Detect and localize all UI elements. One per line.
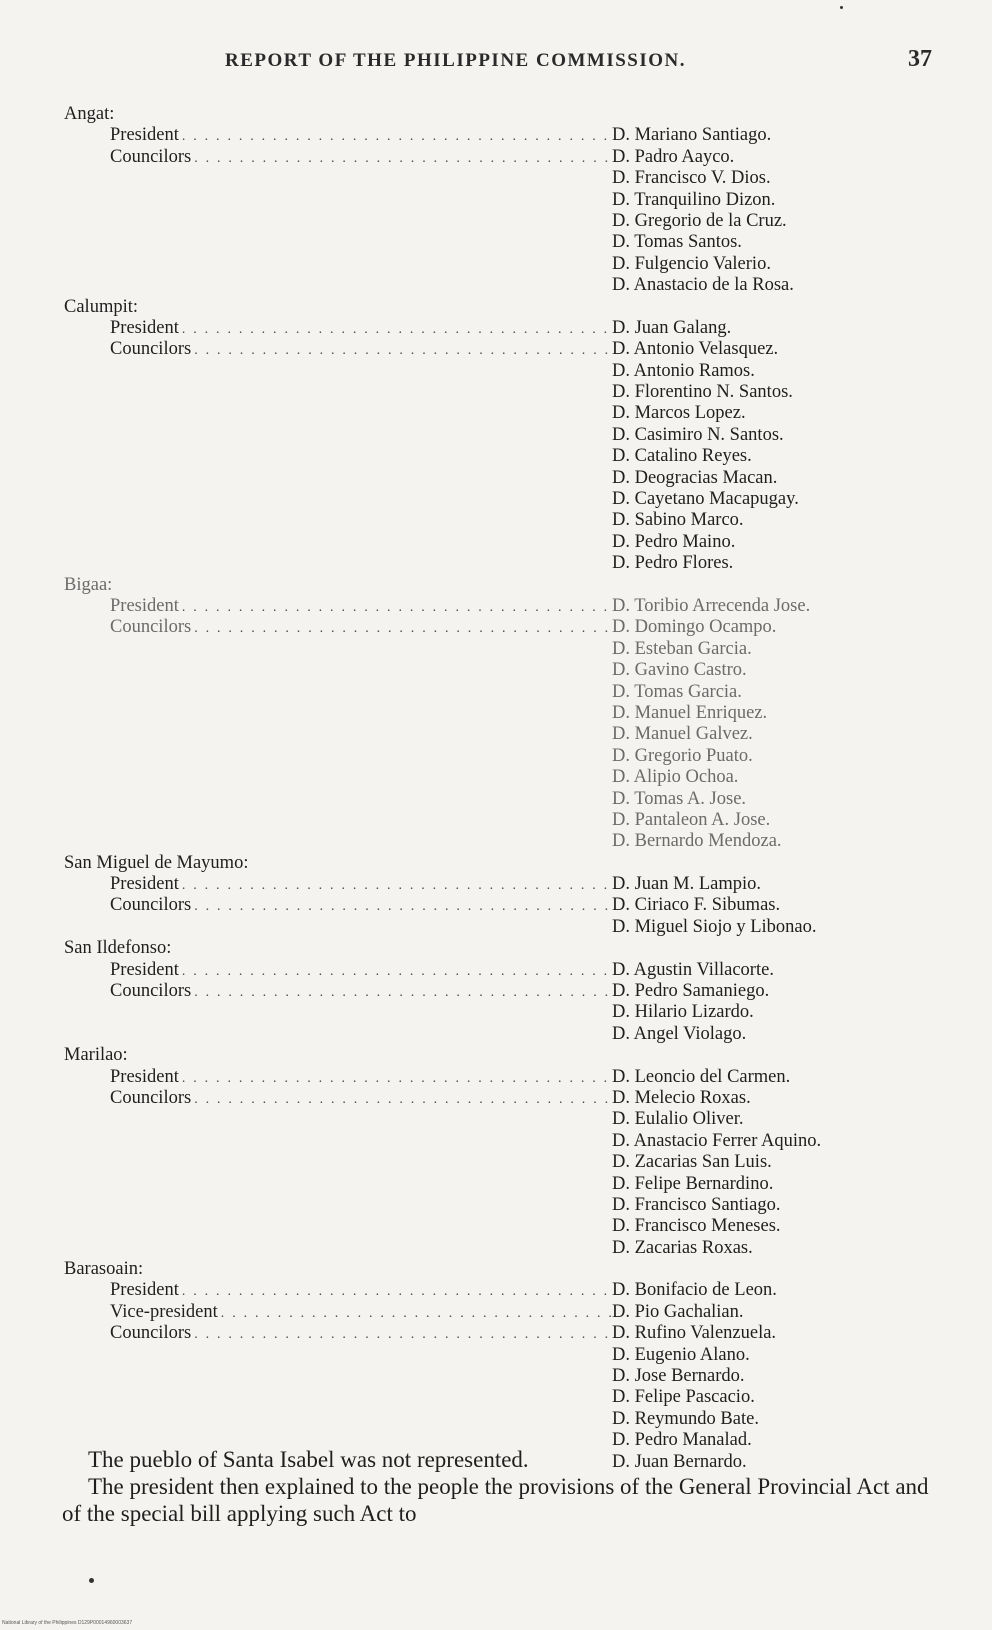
official-row <box>64 1280 924 1301</box>
official-row <box>64 767 924 788</box>
official-name: D. Alipio Ochoa. <box>612 767 739 788</box>
role-label: Councilors <box>110 1323 192 1344</box>
role-cell <box>64 361 612 382</box>
role-label: Councilors <box>110 1087 192 1108</box>
official-row <box>64 403 924 424</box>
official-name: D. Gregorio Puato. <box>612 745 753 766</box>
role-label: President <box>110 1066 179 1087</box>
dot-leader <box>179 961 612 981</box>
official-name: D. Mariano Santiago. <box>612 125 772 146</box>
role-cell <box>64 639 612 660</box>
official-row <box>64 275 924 296</box>
dot-leader <box>191 1089 612 1109</box>
official-row <box>64 446 924 467</box>
official-name: D. Tomas Garcia. <box>612 681 742 702</box>
official-name: D. Anastacio Ferrer Aquino. <box>612 1130 822 1151</box>
official-row <box>64 425 924 446</box>
official-name: D. Deogracias Macan. <box>612 467 778 488</box>
official-row <box>64 810 924 831</box>
official-name: D. Francisco Santiago. <box>612 1194 781 1215</box>
town-name: Marilao: <box>64 1045 128 1066</box>
official-name: D. Felipe Pascacio. <box>612 1387 755 1408</box>
official-name: D. Juan Galang. <box>612 317 732 338</box>
role-cell <box>64 810 612 831</box>
official-row <box>64 361 924 382</box>
official-name: D. Padro Aayco. <box>612 146 735 167</box>
official-row <box>64 874 924 895</box>
role-cell <box>64 168 612 189</box>
dot-leader <box>191 982 612 1002</box>
official-row <box>64 1195 924 1216</box>
official-row <box>64 1088 924 1109</box>
role-cell <box>64 147 612 168</box>
role-cell <box>64 1387 612 1408</box>
dot-leader <box>191 896 612 916</box>
role-cell <box>64 831 612 852</box>
closing-line-2: The president then explained to the people the provisions of the General Provincial Act and of the special bill applying such Act to <box>62 1474 929 1526</box>
official-name: D. Tomas Santos. <box>612 232 742 253</box>
official-name: D. Rufino Valenzuela. <box>612 1323 777 1344</box>
official-name: D. Sabino Marco. <box>612 510 744 531</box>
official-row <box>64 1152 924 1173</box>
official-row <box>64 831 924 852</box>
role-cell <box>64 1109 612 1130</box>
role-cell <box>64 1409 612 1430</box>
role-label: President <box>110 317 179 338</box>
dot-leader <box>218 1303 612 1323</box>
official-row <box>64 703 924 724</box>
role-cell <box>64 1195 612 1216</box>
officials-listing <box>64 104 924 1473</box>
official-row <box>64 724 924 745</box>
role-cell <box>64 960 612 981</box>
official-name: D. Angel Violago. <box>612 1023 747 1044</box>
role-cell <box>64 1216 612 1237</box>
town-name: Bigaa: <box>64 574 113 595</box>
dot-leader <box>191 618 612 638</box>
role-cell <box>64 1323 612 1344</box>
official-row <box>64 489 924 510</box>
official-row <box>64 789 924 810</box>
official-row <box>64 211 924 232</box>
official-name: D. Gregorio de la Cruz. <box>612 210 787 231</box>
official-row <box>64 1387 924 1408</box>
dot-leader <box>179 597 612 617</box>
role-label: Vice-president <box>110 1301 218 1322</box>
role-cell <box>64 1238 612 1259</box>
role-cell <box>64 489 612 510</box>
official-row <box>64 617 924 638</box>
official-row <box>64 1366 924 1387</box>
official-name: D. Zacarias Roxas. <box>612 1237 753 1258</box>
official-row <box>64 895 924 916</box>
role-cell <box>64 767 612 788</box>
town-name: San Ildefonso: <box>64 938 172 959</box>
official-name: D. Hilario Lizardo. <box>612 1002 754 1023</box>
official-name: D. Antonio Velasquez. <box>612 339 779 360</box>
role-cell <box>64 1152 612 1173</box>
official-row <box>64 682 924 703</box>
role-cell <box>64 660 612 681</box>
official-row <box>64 532 924 553</box>
role-cell <box>64 1174 612 1195</box>
official-row <box>64 553 924 574</box>
role-cell <box>64 232 612 253</box>
official-row <box>64 1131 924 1152</box>
role-label: President <box>110 595 179 616</box>
official-name: D. Leoncio del Carmen. <box>612 1066 791 1087</box>
town-name: Angat: <box>64 104 115 124</box>
role-cell <box>64 703 612 724</box>
role-cell <box>64 895 612 916</box>
official-name: D. Juan Bernardo. <box>612 1451 747 1472</box>
town-name: San Miguel de Mayumo: <box>64 852 249 873</box>
official-name: D. Tranquilino Dizon. <box>612 189 776 210</box>
role-cell <box>64 724 612 745</box>
role-cell <box>64 1366 612 1387</box>
official-name: D. Ciriaco F. Sibumas. <box>612 895 781 916</box>
official-row <box>64 660 924 681</box>
role-cell <box>64 1002 612 1023</box>
official-row <box>64 746 924 767</box>
official-name: D. Felipe Bernardino. <box>612 1173 774 1194</box>
official-row <box>64 190 924 211</box>
closing-text <box>62 1446 942 1527</box>
role-cell <box>64 789 612 810</box>
role-cell <box>64 190 612 211</box>
official-name: D. Agustin Villacorte. <box>612 959 774 980</box>
official-row <box>64 1345 924 1366</box>
role-cell <box>64 596 612 617</box>
official-name: D. Anastacio de la Rosa. <box>612 275 794 296</box>
role-label: President <box>110 959 179 980</box>
official-row <box>64 382 924 403</box>
dot-leader <box>191 148 612 168</box>
official-row <box>64 1302 924 1323</box>
official-row <box>64 596 924 617</box>
official-row <box>64 639 924 660</box>
scan-credit: National Library of the Philippines D129P00014960003637 <box>2 1620 133 1626</box>
official-name: D. Pedro Manalad. <box>612 1430 752 1451</box>
role-cell <box>64 553 612 574</box>
role-cell <box>64 1302 612 1323</box>
role-cell <box>64 1280 612 1301</box>
official-row <box>64 1216 924 1237</box>
official-row <box>64 254 924 275</box>
official-row <box>64 339 924 360</box>
role-label: Councilors <box>110 339 192 360</box>
role-cell <box>64 403 612 424</box>
official-row <box>64 468 924 489</box>
official-name: D. Pedro Maino. <box>612 531 736 552</box>
role-label: President <box>110 125 179 146</box>
role-cell <box>64 446 612 467</box>
official-name: D. Francisco V. Dios. <box>612 168 771 189</box>
official-name: D. Florentino N. Santos. <box>612 382 793 403</box>
dot-leader <box>179 875 612 895</box>
role-cell <box>64 125 612 146</box>
official-name: D. Casimiro N. Santos. <box>612 424 784 445</box>
official-name: D. Catalino Reyes. <box>612 446 752 467</box>
role-label: Councilors <box>110 146 192 167</box>
official-row <box>64 1409 924 1430</box>
role-cell <box>64 211 612 232</box>
official-name: D. Domingo Ocampo. <box>612 617 777 638</box>
page-number: 37 <box>908 46 932 72</box>
role-cell <box>64 682 612 703</box>
role-label: Councilors <box>110 895 192 916</box>
official-name: D. Cayetano Macapugay. <box>612 489 799 510</box>
dot-leader <box>179 319 612 339</box>
official-name: D. Zacarias San Luis. <box>612 1152 772 1173</box>
role-cell <box>64 617 612 638</box>
official-name: D. Reymundo Bate. <box>612 1408 759 1429</box>
official-name: D. Fulgencio Valerio. <box>612 253 771 274</box>
official-row <box>64 318 924 339</box>
dot-leader <box>179 126 612 146</box>
official-name: D. Tomas A. Jose. <box>612 788 747 809</box>
official-row <box>64 1024 924 1045</box>
official-row <box>64 1109 924 1130</box>
official-name: D. Esteban Garcia. <box>612 638 752 659</box>
role-cell <box>64 468 612 489</box>
role-cell <box>64 917 612 938</box>
official-row <box>64 981 924 1002</box>
ink-speck <box>840 6 843 9</box>
role-cell <box>64 510 612 531</box>
official-row <box>64 1067 924 1088</box>
role-cell <box>64 1024 612 1045</box>
official-row <box>64 1174 924 1195</box>
role-cell <box>64 1345 612 1366</box>
official-row <box>64 147 924 168</box>
official-row <box>64 125 924 146</box>
official-name: D. Marcos Lopez. <box>612 403 746 424</box>
official-name: D. Miguel Siojo y Libonao. <box>612 916 817 937</box>
town-name: Barasoain: <box>64 1259 144 1280</box>
official-name: D. Gavino Castro. <box>612 660 747 681</box>
official-name: D. Bernardo Mendoza. <box>612 831 782 852</box>
role-cell <box>64 1131 612 1152</box>
official-name: D. Antonio Ramos. <box>612 360 755 381</box>
official-name: D. Jose Bernardo. <box>612 1366 745 1387</box>
role-cell <box>64 382 612 403</box>
official-name: D. Melecio Roxas. <box>612 1087 751 1108</box>
running-head: REPORT OF THE PHILIPPINE COMMISSION. <box>225 50 687 71</box>
ink-speck <box>89 1578 94 1583</box>
role-cell <box>64 746 612 767</box>
official-row <box>64 1238 924 1259</box>
role-label: Councilors <box>110 617 192 638</box>
official-name: D. Bonifacio de Leon. <box>612 1280 777 1301</box>
official-name: D. Pedro Flores. <box>612 553 734 574</box>
dot-leader <box>191 340 612 360</box>
official-row <box>64 232 924 253</box>
dot-leader <box>179 1068 612 1088</box>
town-name: Calumpit: <box>64 296 138 317</box>
official-row <box>64 1323 924 1344</box>
role-cell <box>64 318 612 339</box>
role-cell <box>64 1088 612 1109</box>
role-label: President <box>110 1280 179 1301</box>
closing-line-1: The pueblo of Santa Isabel was not represented. <box>88 1447 529 1472</box>
role-label: President <box>110 874 179 895</box>
official-name: D. Juan M. Lampio. <box>612 874 762 895</box>
official-name: D. Manuel Galvez. <box>612 724 753 745</box>
role-cell <box>64 1067 612 1088</box>
official-name: D. Pedro Samaniego. <box>612 981 770 1002</box>
dot-leader <box>179 1281 612 1301</box>
official-name: D. Francisco Meneses. <box>612 1216 781 1237</box>
role-cell <box>64 981 612 1002</box>
official-name: D. Manuel Enriquez. <box>612 702 768 723</box>
role-cell <box>64 532 612 553</box>
role-cell <box>64 275 612 296</box>
official-name: D. Pio Gachalian. <box>612 1301 744 1322</box>
dot-leader <box>191 1324 612 1344</box>
official-name: D. Pantaleon A. Jose. <box>612 809 771 830</box>
official-row <box>64 510 924 531</box>
role-label: Councilors <box>110 981 192 1002</box>
official-name: D. Eugenio Alano. <box>612 1344 750 1365</box>
role-cell <box>64 425 612 446</box>
official-name: D. Toribio Arrecenda Jose. <box>612 595 811 616</box>
official-row <box>64 1002 924 1023</box>
official-name: D. Eulalio Oliver. <box>612 1109 744 1130</box>
official-row <box>64 917 924 938</box>
role-cell <box>64 874 612 895</box>
role-cell <box>64 254 612 275</box>
official-row <box>64 168 924 189</box>
official-row <box>64 960 924 981</box>
role-cell <box>64 339 612 360</box>
